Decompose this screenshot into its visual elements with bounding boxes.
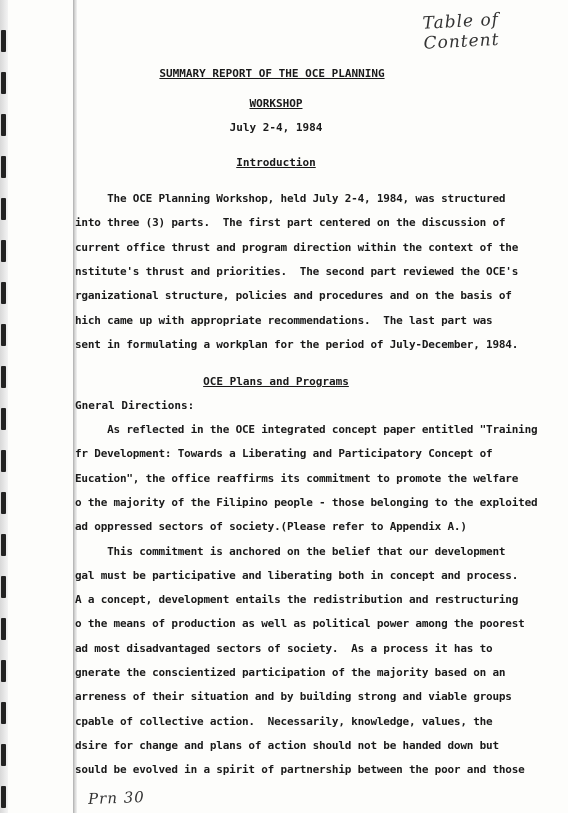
- binder-ring: [1, 366, 6, 388]
- introduction-heading: Introduction: [236, 156, 316, 169]
- text-line: nstitute's thrust and priorities. The second part reviewed the OCE's: [75, 264, 519, 278]
- text-line: gal must be participative and liberating both in concept and process.: [75, 568, 519, 582]
- text-line: ad oppressed sectors of society.(Please refer to Appendix A.): [75, 520, 467, 534]
- plans-heading: OCE Plans and Programs: [203, 375, 349, 388]
- text-line: into three (3) parts. The first part centered on the discussion of: [75, 216, 506, 230]
- binder-ring: [1, 198, 6, 220]
- binder-ring: [1, 576, 6, 598]
- text-line: cpable of collective action. Necessarily, knowledge, values, the: [75, 714, 493, 728]
- binder-ring: [1, 492, 6, 514]
- binder-ring: [1, 534, 6, 556]
- binder-ring: [1, 324, 6, 346]
- general-directions-label: Gneral Directions:: [75, 399, 195, 412]
- report-title: SUMMARY REPORT OF THE OCE PLANNING: [159, 67, 385, 80]
- handwritten-note-top: Table of Content: [422, 9, 500, 54]
- text-line: This commitment is anchored on the belief that our development: [75, 544, 506, 558]
- text-line: sould be evolved in a spirit of partnership between the poor and those: [75, 763, 525, 777]
- binder-ring: [1, 744, 6, 766]
- text-line: A a concept, development entails the redistribution and restructuring: [75, 593, 519, 607]
- text-line: current office thrust and program direction within the context of the: [75, 240, 519, 254]
- text-line: As reflected in the OCE integrated concept paper entitled "Training: [75, 423, 538, 436]
- text-line: dsire for change and plans of action should not be handed down but: [75, 738, 499, 752]
- binder-ring: [1, 282, 6, 304]
- text-line: o the majority of the Filipino people - those belonging to the exploited: [75, 495, 538, 509]
- binder-ring: [1, 156, 6, 178]
- text-line: Eucation", the office reaffirms its commitment to promote the welfare: [75, 471, 519, 485]
- binder-ring: [1, 408, 6, 430]
- handwritten-note-bottom: Prn 30: [87, 788, 146, 808]
- report-date: July 2-4, 1984: [229, 121, 323, 134]
- binder-ring: [1, 114, 6, 136]
- text-line: arreness of their situation and by building strong and viable groups: [75, 690, 512, 704]
- binder-ring: [1, 72, 6, 94]
- text-line: fr Development: Towards a Liberating and Participatory Concept of: [75, 447, 493, 461]
- text-line: o the means of production as well as political power among the poorest: [75, 617, 525, 631]
- binder-ring: [1, 618, 6, 640]
- text-line: The OCE Planning Workshop, held July 2-4, 1984, was structured: [75, 192, 506, 205]
- text-line: rganizational structure, policies and procedures and on the basis of: [75, 289, 512, 303]
- binder-ring: [1, 240, 6, 262]
- binder-ring: [1, 786, 6, 808]
- binder-ring: [1, 450, 6, 472]
- report-subtitle: WORKSHOP: [249, 97, 303, 110]
- binder-ring: [1, 660, 6, 682]
- text-line: sent in formulating a workplan for the period of July-December, 1984.: [75, 337, 519, 351]
- binder-ring: [1, 702, 6, 724]
- text-line: ad most disadvantaged sectors of society. As a process it has to: [75, 641, 493, 655]
- text-line: gnerate the conscientized participation of the majority based on an: [75, 666, 506, 679]
- binder-ring: [1, 30, 6, 52]
- text-line: hich came up with appropriate recommendations. The last part was: [75, 313, 493, 327]
